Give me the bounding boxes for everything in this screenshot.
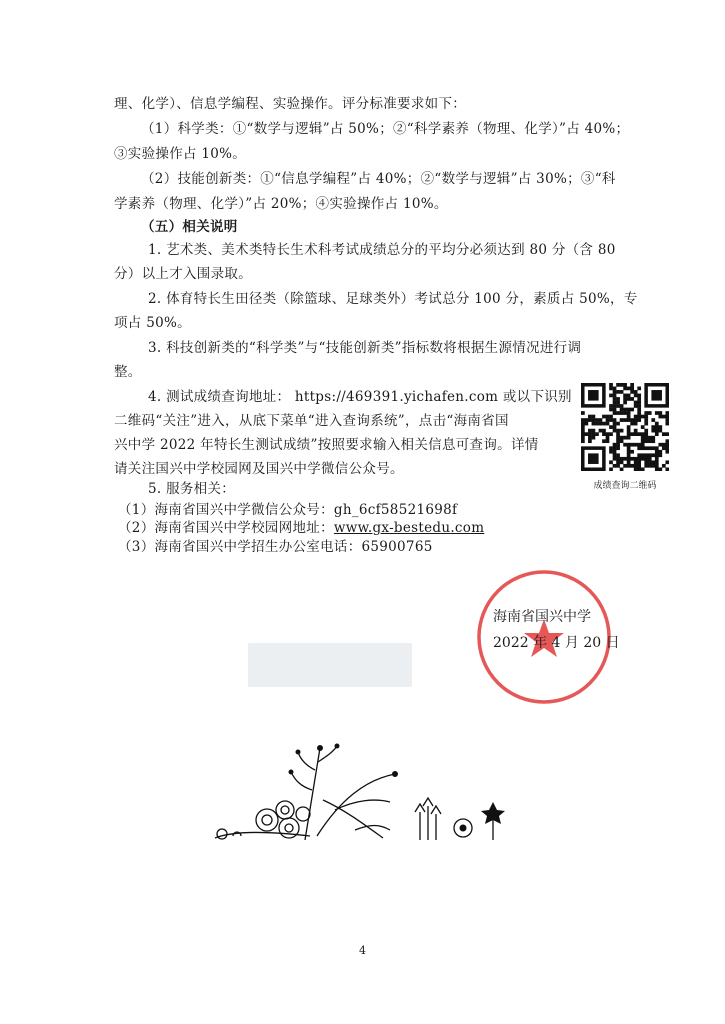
document-date: 2022 年 4 月 20 日 bbox=[493, 635, 620, 651]
text-line: 分）以上才入围录取。 bbox=[114, 266, 252, 282]
text-line: 4. 测试成绩查询地址： https://469391.yichafen.com 或以下识别 bbox=[148, 389, 572, 405]
text-line: 兴中学 2022 年特长生测试成绩”按照要求输入相关信息可查询。详情 bbox=[114, 437, 539, 453]
qr-caption: 成绩查询二维码 bbox=[593, 481, 657, 491]
flower-decoration bbox=[205, 740, 515, 852]
section-heading: （五）相关说明 bbox=[141, 219, 238, 235]
text-line: 项占 50%。 bbox=[114, 315, 191, 331]
text-line: 整。 bbox=[114, 364, 142, 380]
school-website-link[interactable]: www.gx-bestedu.com bbox=[333, 520, 485, 536]
text-line: 2. 体育特长生田径类（除篮球、足球类外）考试总分 100 分，素质占 50%，专 bbox=[148, 291, 638, 307]
text-line: 二维码“关注”进入，从底下菜单“进入查询系统”，点击“海南省国 bbox=[114, 413, 509, 429]
text-line: 请关注国兴中学校园网及国兴中学微信公众号。 bbox=[114, 461, 404, 477]
service-phone: （3）海南省国兴中学招生办公室电话：65900765 bbox=[118, 539, 433, 555]
text-line: 理、化学）、信息学编程、实验操作。评分标准要求如下： bbox=[114, 96, 467, 112]
service-site bbox=[118, 518, 484, 538]
service-site-label: （2）海南省国兴中学校园网地址： bbox=[118, 520, 334, 536]
text-line: （1）科学类：①“数学与逻辑”占 50%；②“科学素养（物理、化学）”占 40%； bbox=[141, 121, 630, 137]
seal-organization: 海南省国兴中学 bbox=[493, 609, 591, 625]
text-line: ③实验操作占 10%。 bbox=[114, 146, 247, 162]
scan-mark bbox=[248, 643, 412, 687]
text-line: 学素养（物理、化学）”占 20%；④实验操作占 10%。 bbox=[114, 196, 448, 212]
qr-code bbox=[581, 383, 669, 471]
text-line: 5. 服务相关： bbox=[148, 481, 236, 497]
service-wechat: （1）海南省国兴中学微信公众号：gh_6cf58521698f bbox=[118, 502, 458, 518]
page-number: 4 bbox=[359, 944, 366, 957]
text-line: 1. 艺术类、美术类特长生术科考试成绩总分的平均分必须达到 80 分（含 80 bbox=[148, 242, 616, 258]
text-line: （2）技能创新类：①“信息学编程”占 40%；②“数学与逻辑”占 30%；③“科 bbox=[141, 171, 616, 187]
text-line: 3. 科技创新类的“科学类”与“技能创新类”指标数将根据生源情况进行调 bbox=[148, 340, 582, 356]
